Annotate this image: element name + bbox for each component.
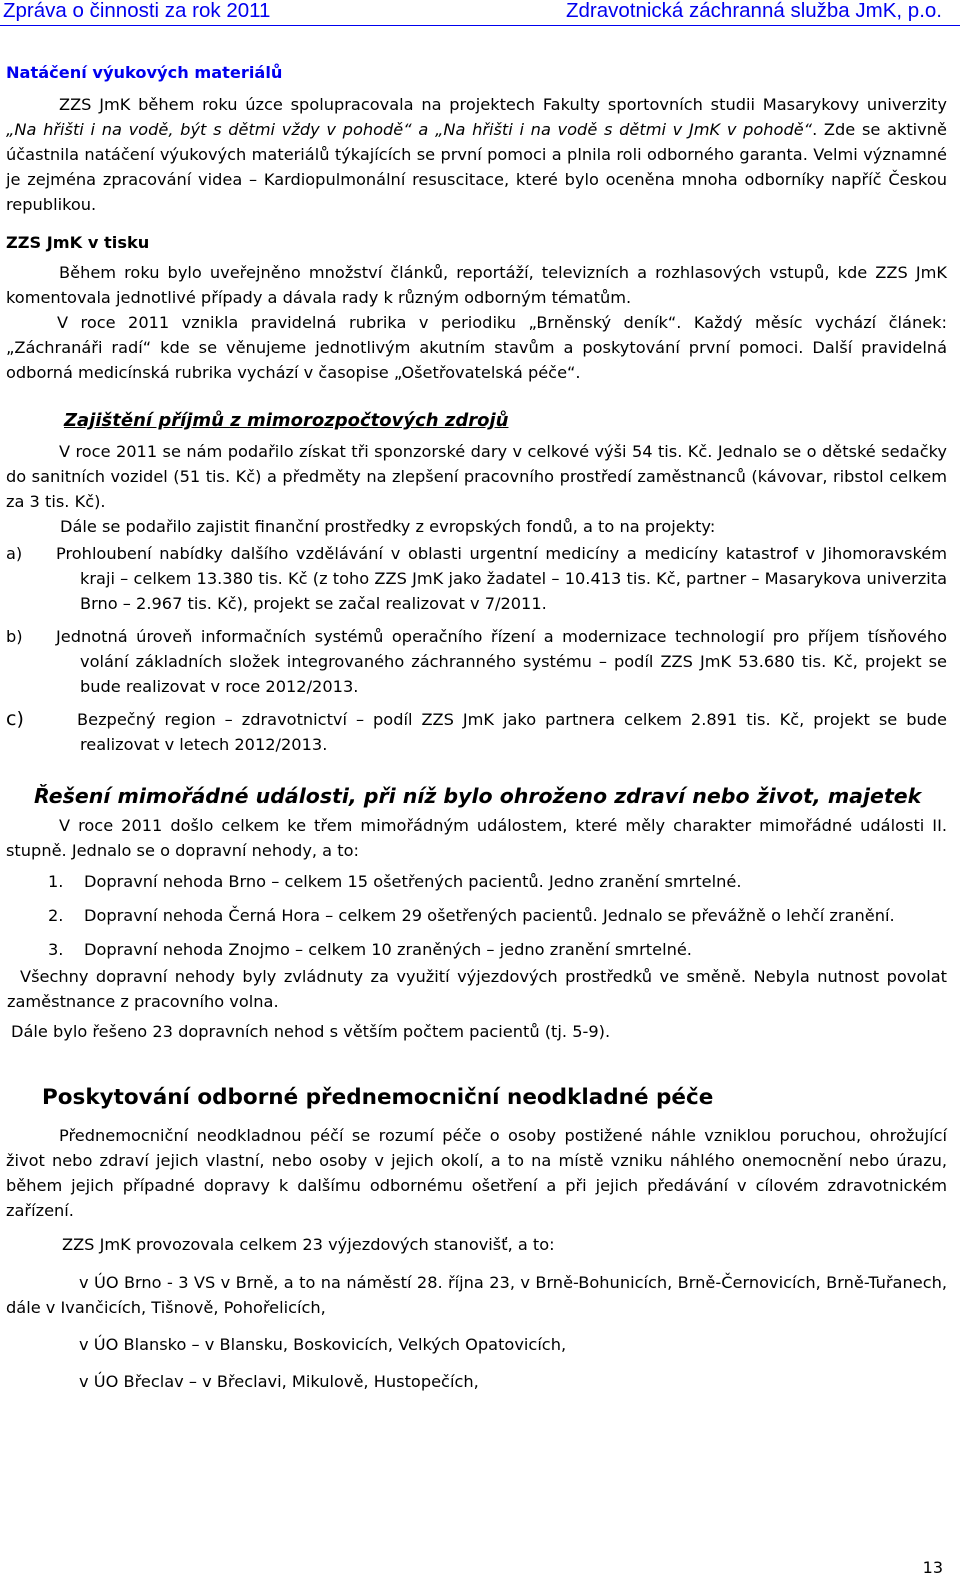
list-item: a) Prohloubení nabídky dalšího vzdělávání v oblasti urgentní medicíny a medicíny katastrof v Jihomoravském kraji – celkem 13.380 tis. Kč (z toho ZZS JmK jako žadatel – 10.413 tis. Kč, partner – Masarykova univerzita Brno – 2.967 tis. Kč), projekt se začal realizovat v 7/2011. xyxy=(6,541,947,616)
list-item: c) Bezpečný region – zdravotnictví – podíl ZZS JmK jako partnera celkem 2.891 tis. Kč, projekt se bude realizovat v letech 2012/2013. xyxy=(6,707,947,757)
paragraph-emergency-3: Dále bylo řešeno 23 dopravních nehod s větším počtem pacientů (tj. 5-9). xyxy=(11,1022,611,1041)
section-title-press: ZZS JmK v tisku xyxy=(6,233,150,252)
paragraph-prehospital-2: ZZS JmK provozovala celkem 23 výjezdových stanovišť, a to: xyxy=(62,1235,555,1254)
list-marker: 2. xyxy=(48,906,64,925)
paragraph-press-2: V roce 2011 vznikla pravidelná rubrika v periodiku „Brněnský deník“. Každý měsíc vychází článek: „Záchranáři radí“ kde se věnujeme jednotlivým akutním stavům a poskytování první pomoci. Další pravidelná odborná medicínská rubrika vychází v časopise „Ošetřovatelská péče“. xyxy=(6,313,947,382)
list-text: Dopravní nehoda Znojmo – celkem 10 zraněných – jedno zranění smrtelné. xyxy=(84,940,692,959)
paragraph-prehospital-1: Přednemocniční neodkladnou péčí se rozumí péče o osoby postižené náhle vzniklou poruchou, ohrožující život nebo zdraví jejich vlastní, nebo osoby v jejich okolí, a to na místě vzniku náhlého onemocnění nebo úrazu, během jejich případné dopravy k dalšímu odbornému ošetření a při jejich předávání v cílovém zdravotnickém zařízení. xyxy=(6,1126,947,1220)
section-title-emergency: Řešení mimořádné události, při níž bylo ohroženo zdraví nebo život, majetek xyxy=(34,784,922,808)
list-item xyxy=(48,937,947,962)
list-item: b) Jednotná úroveň informačních systémů operačního řízení a modernizace technologií pro příjem tísňového volání základních složek integrovaného záchranného systému – podíl ZZS JmK 53.680 tis. Kč, projekt se bude realizovat v roce 2012/2013. xyxy=(6,624,947,699)
list-text: Prohloubení nabídky dalšího vzdělávání v oblasti urgentní medicíny a medicíny katastrof v Jihomoravském kraji – celkem 13.380 tis. Kč (z toho ZZS JmK jako žadatel – 10.413 tis. Kč, partner – Masarykova univerzita Brno – 2.967 tis. Kč), projekt se začal realizovat v 7/2011. xyxy=(56,544,947,613)
paragraph-income-2: Dále se podařilo zajistit finanční prostředky z evropských fondů, a to na projekty: xyxy=(60,517,716,536)
list-text: Jednotná úroveň informačních systémů operačního řízení a modernizace technologií pro příjem tísňového volání základních složek integrovaného záchranného systému – podíl ZZS JmK 53.680 tis. Kč, projekt se bude realizovat v roce 2012/2013. xyxy=(56,627,947,696)
paragraph-video-c: . Zde se aktivně účastnila natáčení výukových materiálů týkajících se první pomoci a plnila roli odborného garanta. Velmi významné je zejména zpracování videa – Kardiopulmonální resuscitace, které bylo oceněna mnoha odborníky napříč Českou republikou. xyxy=(6,120,947,214)
paragraph-press-1: Během roku bylo uveřejněno množství článků, reportáží, televizních a rozhlasových vstupů, kde ZZS JmK komentovala jednotlivé případy a dávala rady k různým odborným tématům. xyxy=(6,263,947,307)
project-names: „Na hřišti i na vodě, být s dětmi vždy v pohodě“ a „Na hřišti i na vodě s dětmi v JmK v pohodě“ xyxy=(6,120,813,139)
paragraph-stations-breclav: v ÚO Břeclav – v Břeclavi, Mikulově, Hustopečích, xyxy=(79,1372,479,1391)
section-title-video: Natáčení výukových materiálů xyxy=(6,63,283,82)
section-title-income: Zajištění příjmů z mimorozpočtových zdrojů xyxy=(64,410,509,431)
list-item xyxy=(48,903,947,928)
paragraph-income-1: V roce 2011 se nám podařilo získat tři sponzorské dary v celkové výši 54 tis. Kč. Jednalo se o dětské sedačky do sanitních vozidel (51 tis. Kč) a předměty na zlepšení pracovního prostředí zaměstnanců (kávovar, ribstol celkem za 3 tis. Kč). xyxy=(6,442,947,511)
list-text: Dopravní nehoda Černá Hora – celkem 29 ošetřených pacientů. Jednalo se převážně o lehčí zranění. xyxy=(84,906,895,925)
header-rule xyxy=(0,25,960,26)
page-content xyxy=(6,32,947,1394)
list-text: Bezpečný region – zdravotnictví – podíl ZZS JmK jako partnera celkem 2.891 tis. Kč, projekt se bude realizovat v letech 2012/2013. xyxy=(77,710,947,754)
paragraph-stations-blansko: v ÚO Blansko – v Blansku, Boskovicích, Velkých Opatovicích, xyxy=(79,1335,567,1354)
paragraph-emergency-1: V roce 2011 došlo celkem ke třem mimořádným událostem, které měly charakter mimořádné události II. stupně. Jednalo se o dopravní nehody, a to: xyxy=(6,816,947,860)
paragraph-emergency-2: Všechny dopravní nehody byly zvládnuty za využití výjezdových prostředků ve směně. Nebyla nutnost povolat zaměstnance z pracovního volna. xyxy=(7,967,947,1011)
list-item xyxy=(48,869,947,894)
list-text: Dopravní nehoda Brno – celkem 15 ošetřených pacientů. Jedno zranění smrtelné. xyxy=(84,872,742,891)
list-marker: 1. xyxy=(48,872,64,891)
header-organization: Zdravotnická záchranná služba JmK, p.o. xyxy=(565,0,942,22)
paragraph-stations-brno: v ÚO Brno - 3 VS v Brně, a to na náměstí 28. října 23, v Brně-Bohunicích, Brně-Černovicích, Brně-Tuřanech, dále v Ivančicích, Tišnově, Pohořelicích, xyxy=(6,1273,947,1317)
header-report-title: Zpráva o činnosti za rok 2011 xyxy=(3,0,271,22)
list-marker: 3. xyxy=(48,940,64,959)
section-title-prehospital: Poskytování odborné přednemocniční neodkladné péče xyxy=(42,1085,714,1110)
paragraph-video xyxy=(6,92,947,217)
page-header xyxy=(0,0,960,28)
paragraph-video-a: ZZS JmK během roku úzce spolupracovala na projektech Fakulty sportovních studii Masarykovy univerzity xyxy=(59,95,947,114)
page-number: 13 xyxy=(922,1558,943,1577)
